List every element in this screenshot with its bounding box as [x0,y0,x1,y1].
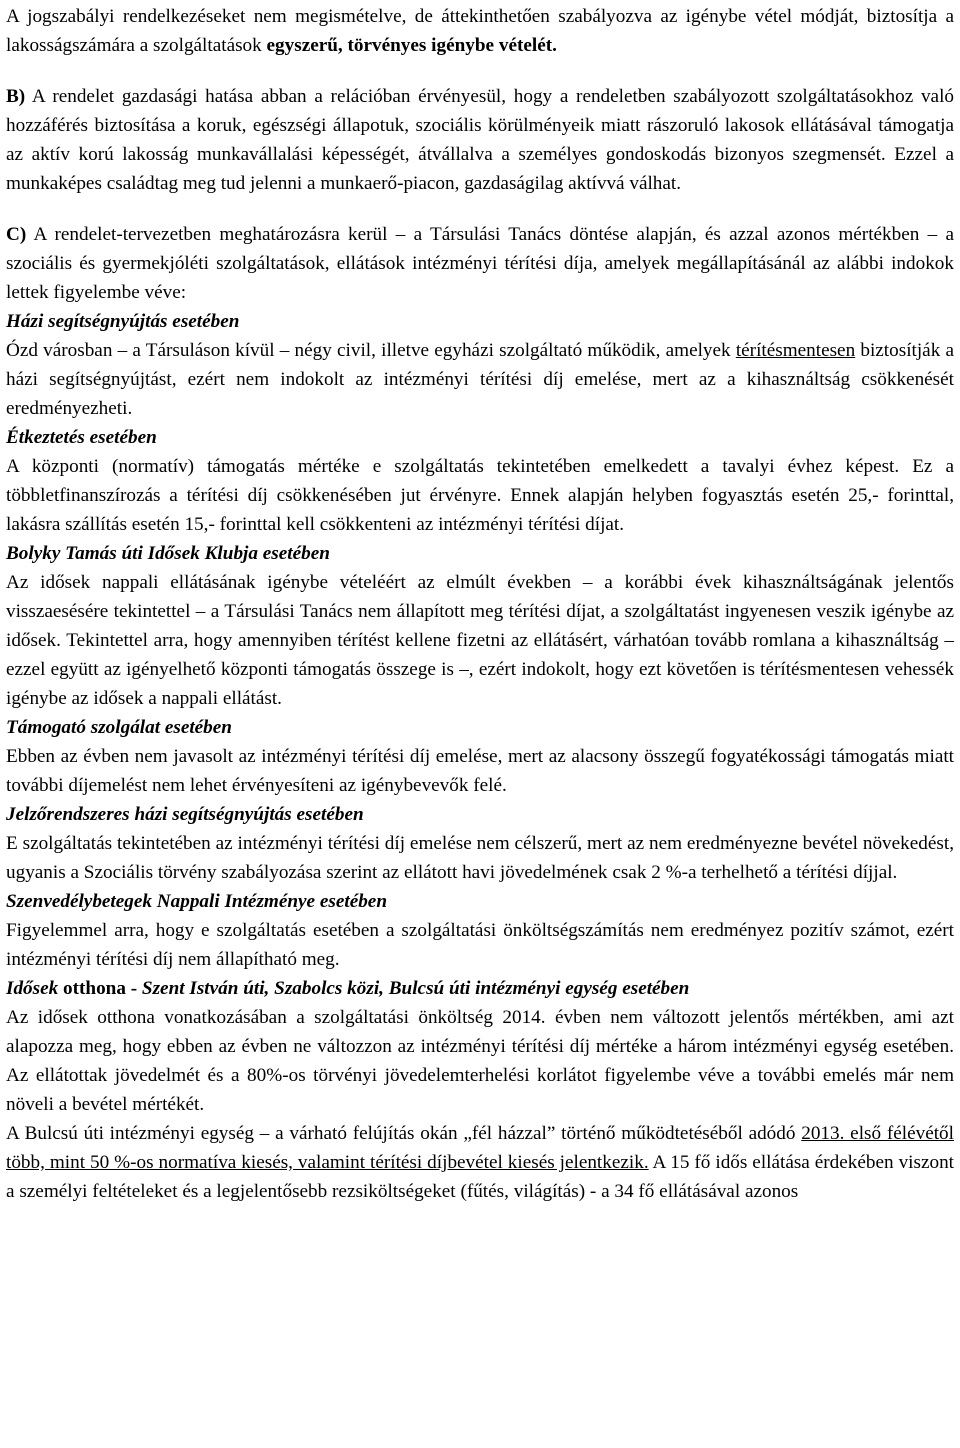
hazi-text-1: Ózd városban – a Társuláson kívül – négy civil, illetve egyházi szolgáltató működik, amelyek [6,340,736,361]
hazi-paragraph [6,336,954,423]
heading-jelzo: Jelzőrendszeres házi segítségnyújtás esetében [6,804,364,825]
tamogato-paragraph: Ebben az évben nem javasolt az intézményi térítési díj emelése, mert az alacsony összegű fogyatékossági támogatás miatt további díjemelést nem lehet érvényesíteni az igénybevevők felé. [6,746,954,796]
heading-idosek-part-1: Idősek [6,978,59,999]
intro-paragraph [6,2,954,60]
bulcsu-paragraph [6,1119,954,1206]
intro-bold-text: egyszerű, törvényes igénybe vételét. [266,35,557,56]
heading-hazi: Házi segítségnyújtás esetében [6,311,240,332]
heading-tamogato: Támogató szolgálat esetében [6,717,232,738]
idosek-paragraph: Az idősek otthona vonatkozásában a szolgáltatási önköltség 2014. évben nem változott jelentős mértékben, ami azt alapozza meg, hogy ebben az évben ne változzon az intézményi térítési díj mértéke a három intézményi egység esetében. Az ellátottak jövedelmét és a 80%-os törvényi jövedelemterhelési korlátot figyelembe véve a további emelés már nem növeli a bevétel mértékét. [6,1007,954,1115]
heading-bolyky: Bolyky Tamás úti Idősek Klubja esetében [6,543,330,564]
szenvedely-paragraph: Figyelemmel arra, hogy e szolgáltatás esetében a szolgáltatási önköltségszámítás nem eredményez pozitív számot, ezért intézményi térítési díj nem állapítható meg. [6,920,954,970]
intro-text: A jogszabályi rendelkezéseket nem megismételve, de áttekinthetően szabályozva az igénybe vétel módját, biztosítja a lakosságszámára a szolgáltatások [6,6,954,56]
bolyky-paragraph: Az idősek nappali ellátásának igénybe vételéért az elmúlt években – a korábbi évek kihasználtságának jelentős visszaesésére tekintettel – a Társulási Tanács nem állapított meg térítési díjat, a szolgáltatást ingyenesen veszik igénybe az idősek. Tekintettel arra, hogy amennyiben térítést kellene fizetni az ellátásért, várhatóan tovább romlana a kihasználtság – ezzel együtt az igényelhető központi támogatás összege is –, ezért indokolt, hogy ezt követően is térítésmentesen vehessék igénybe az idősek a nappali ellátást. [6,572,954,709]
heading-szenvedely: Szenvedélybetegek Nappali Intézménye esetében [6,891,387,912]
bulcsu-underlined: 2013. első félévétől több, mint 50 %-os normatíva kiesés, valamint térítési díjbevétel kiesés jelentkezik. [6,1123,954,1173]
hazi-underlined: térítésmentesen [735,340,856,361]
heading-etkeztetes: Étkeztetés esetében [6,427,157,448]
bulcsu-text-2: A 15 fő idős ellátása érdekében viszont a személyi feltételeket és a legjelentősebb rezsiköltségeket (fűtés, világítás) - a 34 fő ellátásával azonos [6,1152,954,1202]
heading-idosek-part-3: Szent István úti, Szabolcs közi, Bulcsú úti intézményi egység esetében [141,978,690,999]
bulcsu-text-1: A Bulcsú úti intézményi egység – a várható felújítás okán „fél házzal” történő működtetéséből adódó [6,1123,802,1144]
section-b-text: A rendelet gazdasági hatása abban a relációban érvényesül, hogy a rendeletben szabályozott szolgáltatásokhoz való hozzáférés biztosítása a koruk, egészségi állapotuk, szociális körülményeik miatt rászoruló lakosok ellátásával támogatja az aktív korú lakosság munkavállalási képességét, átvállalva a személyes gondoskodás bizonyos szegmensét. Ezzel a munkaképes családtag meg tud jelenni a munkaerő-piacon, gazdaságilag aktívvá válhat. [6,86,954,194]
heading-idosek-part-2: otthona - [58,978,142,999]
etkeztetes-paragraph: A központi (normatív) támogatás mértéke e szolgáltatás tekintetében emelkedett a tavalyi évhez képest. Ez a többletfinanszírozás a térítési díj csökkenésében jut érvényre. Ennek alapján helyben fogyasztás esetén 25,- forinttal, lakásra szállítás esetén 15,- forinttal kell csökkenteni az intézményi térítési díjat. [6,456,954,535]
heading-idosek [6,974,954,1003]
section-c-paragraph [6,220,954,307]
section-c-label: C) [6,224,27,245]
section-b-paragraph [6,82,954,198]
jelzo-paragraph: E szolgáltatás tekintetében az intézményi térítési díj emelése nem célszerű, mert az nem eredményezne bevétel növekedést, ugyanis a Szociális törvény szabályozása szerint az ellátott havi jövedelmének csak 2 %-a terhelhető a térítési díjjal. [6,833,954,883]
section-c-text: A rendelet-tervezetben meghatározásra kerül – a Társulási Tanács döntése alapján, és azzal azonos mértékben – a szociális és gyermekjóléti szolgáltatások, ellátások intézményi térítési díja, amelyek megállapításánál az alábbi indokok lettek figyelembe véve: [6,224,954,303]
section-b-label: B) [6,86,26,107]
hazi-text-2: biztosítják a házi segítségnyújtást, ezért nem indokolt az intézményi térítési díj emelése, mert az a kihasználtság csökkenését eredményezheti. [6,340,955,419]
